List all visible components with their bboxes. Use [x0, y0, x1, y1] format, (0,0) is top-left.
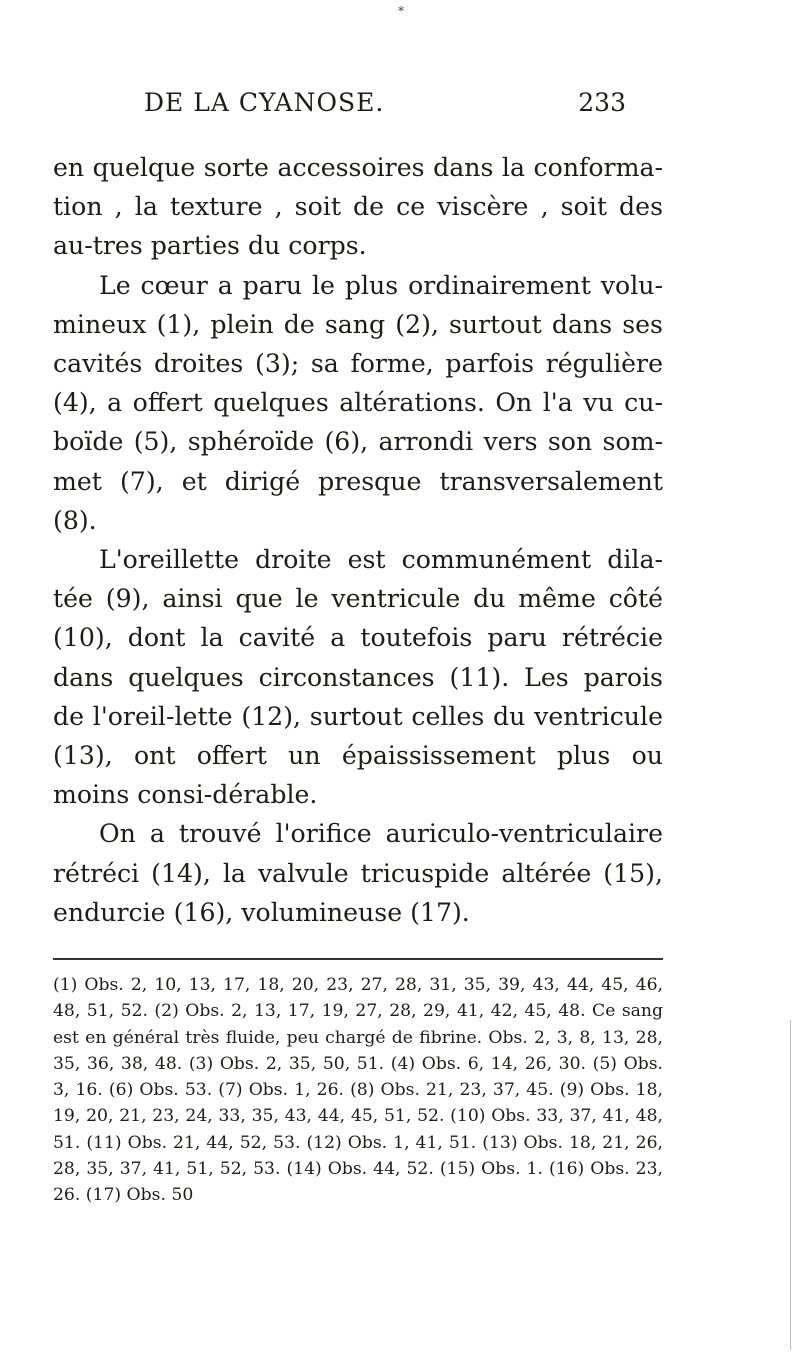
page-edge-line: [790, 1020, 795, 1350]
footnote-separator: [53, 958, 663, 960]
paragraph: en quelque sorte accessoires dans la conforma-tion , la texture , soit de ce viscère , soit des au-tres parties du corps.: [53, 153, 663, 261]
body-text: [53, 148, 663, 932]
paragraph: Le cœur a paru le plus ordinairement volu-mineux (1), plein de sang (2), surtout dans ses cavités droites (3); sa forme, parfois régulière (4), a offert quelques altérations. On l'a vu cu-boïde (5), sphéroïde (6), arrondi vers son som-met (7), et dirigé presque transversalement (8).: [53, 270, 663, 535]
paragraph: On a trouvé l'orifice auriculo-ventriculaire rétréci (14), la valvule tricuspide altérée (15), endurcie (16), volumineuse (17).: [53, 819, 663, 927]
top-printer-mark: *: [398, 4, 404, 18]
footnotes: [53, 972, 663, 1209]
footnote-block: (1) Obs. 2, 10, 13, 17, 18, 20, 23, 27, 28, 31, 35, 39, 43, 44, 45, 46, 48, 51, 52. (2) Obs. 2, 13, 17, 19, 27, 28, 29, 41, 42, 45, 48. Ce sang est en général très fluide, peu chargé de fibrine. Obs. 2, 3, 8, 13, 28, 35, 36, 38, 48. (3) Obs. 2, 35, 50, 51. (4) Obs. 6, 14, 26, 30. (5) Obs. 3, 16. (6) Obs. 53. (7) Obs. 1, 26. (8) Obs. 21, 23, 37, 45. (9) Obs. 18, 19, 20, 21, 23, 24, 33, 35, 43, 44, 45, 51, 52. (10) Obs. 33, 37, 41, 48, 51. (11) Obs. 21, 44, 52, 53. (12) Obs. 1, 41, 51. (13) Obs. 18, 21, 26, 28, 35, 37, 41, 51, 52, 53. (14) Obs. 44, 52. (15) Obs. 1. (16) Obs. 23, 26. (17) Obs. 50: [53, 975, 663, 1206]
page-title: DE LA CYANOSE.: [144, 88, 385, 117]
paragraph: L'oreillette droite est communément dila-tée (9), ainsi que le ventricule du même côté (10), dont la cavité a toutefois paru rétrécie dans quelques circonstances (11). Les parois de l'oreil-lette (12), surtout celles du ventricule (13), ont offert un épaississement plus ou moins consi-dérable.: [53, 545, 663, 810]
page-number: 233: [578, 88, 626, 117]
